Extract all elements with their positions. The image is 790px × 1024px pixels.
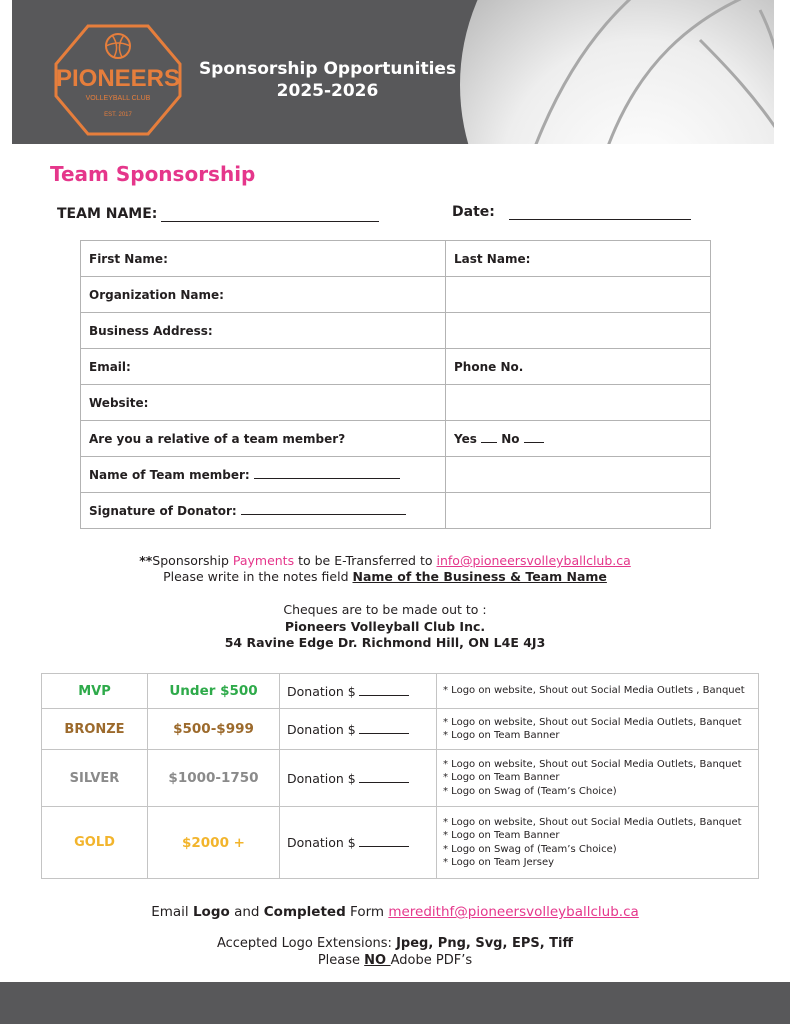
email-word-logo: Logo: [192, 904, 230, 920]
extensions-adobe: Adobe PDF’s: [390, 953, 473, 968]
tier-row: [42, 709, 759, 750]
header-title-line2: 2025-2026: [276, 81, 379, 101]
email-label: Email:: [89, 359, 131, 374]
team-name-field[interactable]: [57, 206, 379, 222]
cheques-line1: Cheques are to be made out to :: [283, 602, 487, 617]
benefit-item: * Logo on Team Jersey: [443, 857, 555, 868]
signature-line[interactable]: [241, 503, 406, 515]
no-label: No: [501, 432, 520, 446]
last-name-field[interactable]: [446, 241, 711, 277]
benefit-item: * Logo on Team Banner: [443, 730, 560, 741]
tier-row: [42, 674, 759, 709]
business-address-field[interactable]: [81, 313, 446, 349]
email-word-completed: Completed: [263, 904, 346, 920]
signature-label: Signature of Donator:: [89, 504, 237, 518]
relative-answer-field[interactable]: [446, 421, 711, 457]
payment-email-link[interactable]: info@pioneersvolleyballclub.ca: [436, 553, 631, 568]
footer-bar: [0, 982, 790, 1024]
donation-field[interactable]: [280, 807, 437, 879]
donation-field[interactable]: [280, 674, 437, 709]
yes-line[interactable]: [481, 431, 497, 443]
extensions-please: Please: [317, 953, 365, 968]
payment-payments: Payments: [232, 553, 295, 568]
header-title-line1: Sponsorship Opportunities: [198, 59, 457, 79]
payment-prefix: **: [139, 553, 153, 568]
organization-field[interactable]: [81, 277, 446, 313]
tier-row: [42, 807, 759, 879]
payment-instructions: [0, 553, 770, 585]
email-logo-instructions: [0, 904, 790, 920]
team-member-name-line[interactable]: [254, 467, 400, 479]
extensions-list: Jpeg, Png, Svg, EPS, Tiff: [396, 936, 574, 951]
benefit-item: * Logo on Swag of (Team’s Choice): [443, 785, 617, 797]
email-word5: Form: [345, 904, 389, 920]
date-label: Date:: [452, 204, 495, 220]
team-member-name-label: Name of Team member:: [89, 468, 250, 482]
donation-line[interactable]: [359, 772, 409, 783]
first-name-field[interactable]: [81, 241, 446, 277]
notes-prefix: Please write in the notes field: [163, 569, 353, 584]
no-line[interactable]: [524, 431, 544, 443]
tier-amount: $500-$999: [148, 709, 280, 750]
header-title: [190, 58, 465, 102]
benefit-item: * Logo on Swag of (Team’s Choice): [443, 843, 617, 855]
logo-established: EST. 2017: [104, 112, 132, 118]
donation-field[interactable]: [280, 750, 437, 807]
yes-label: Yes: [454, 432, 477, 446]
donation-label: Donation $: [287, 770, 356, 786]
logo-text: PIONEERS: [55, 65, 181, 92]
extensions-label: Accepted Logo Extensions:: [216, 936, 397, 951]
sponsor-info-form: [80, 240, 711, 529]
tier-benefits: [437, 750, 759, 807]
benefit-item: * Logo on website, Shout out Social Media Outlets, Banquet: [443, 816, 742, 828]
donation-line[interactable]: [359, 685, 409, 696]
tier-row: [42, 750, 759, 807]
website-field[interactable]: [81, 385, 446, 421]
donation-line[interactable]: [359, 836, 409, 847]
donation-label: Donation $: [287, 721, 356, 737]
team-member-name-field[interactable]: [81, 457, 446, 493]
date-field[interactable]: [452, 204, 691, 220]
organization-label: Organization Name:: [89, 287, 224, 302]
donation-label: Donation $: [287, 835, 356, 850]
tier-benefits: [437, 674, 759, 709]
signature-field[interactable]: [81, 493, 446, 529]
tier-amount: $2000 +: [148, 807, 280, 879]
benefit-item: * Logo on Team Banner: [443, 772, 560, 784]
tier-amount: $1000-1750: [148, 750, 280, 807]
payment-mid: to be E-Transferred to: [294, 553, 437, 568]
email-word1: Email: [151, 904, 193, 920]
email-field[interactable]: [81, 349, 446, 385]
tier-amount: Under $500: [148, 674, 280, 709]
cheques-payee: Pioneers Volleyball Club Inc.: [284, 618, 486, 634]
benefit-item: * Logo on website, Shout out Social Media Outlets, Banquet: [443, 716, 742, 728]
header-banner: [12, 0, 774, 144]
phone-field[interactable]: [446, 349, 711, 385]
tier-benefits: [437, 709, 759, 750]
team-name-line[interactable]: [161, 207, 379, 222]
logo-extensions: [0, 935, 790, 969]
business-address-label: Business Address:: [89, 323, 213, 338]
first-name-label: First Name:: [89, 251, 168, 266]
pioneers-logo: [54, 24, 182, 136]
signature-field-cont[interactable]: [446, 493, 711, 529]
benefit-item: * Logo on website, Shout out Social Media Outlets , Banquet: [443, 685, 745, 697]
tier-name: BRONZE: [42, 709, 148, 750]
tier-name: MVP: [42, 674, 148, 709]
relative-question-label: Are you a relative of a team member?: [89, 431, 346, 446]
donation-line[interactable]: [359, 723, 409, 734]
organization-field-cont[interactable]: [446, 277, 711, 313]
notes-bold: Name of the Business & Team Name: [352, 569, 607, 584]
tier-benefits: [437, 807, 759, 879]
website-label: Website:: [89, 395, 149, 410]
team-name-label: TEAM NAME:: [57, 206, 158, 222]
last-name-label: Last Name:: [454, 251, 531, 266]
logo-subtext: VOLLEYBALL CLUB: [85, 95, 151, 102]
date-line[interactable]: [509, 205, 691, 220]
donation-field[interactable]: [280, 709, 437, 750]
benefit-item: * Logo on website, Shout out Social Media Outlets, Banquet: [443, 758, 742, 770]
volleyball-seams: [460, 0, 774, 144]
team-member-name-field-cont[interactable]: [446, 457, 711, 493]
sponsorship-tiers-table: [41, 673, 759, 879]
cheques-address: 54 Ravine Edge Dr. Richmond Hill, ON L4E 4J3: [224, 635, 546, 650]
email-word3: and: [229, 904, 264, 920]
payment-sponsorship: Sponsorship: [152, 553, 233, 568]
tier-name: GOLD: [42, 807, 148, 879]
cheque-instructions: [0, 602, 770, 652]
tier-name: SILVER: [42, 750, 148, 807]
business-address-field-cont[interactable]: [446, 313, 711, 349]
benefit-item: * Logo on Team Banner: [443, 830, 560, 841]
phone-label: Phone No.: [454, 359, 524, 374]
section-title: Team Sponsorship: [50, 162, 256, 186]
relative-question: [81, 421, 446, 457]
extensions-no: NO: [364, 953, 391, 968]
donation-label: Donation $: [287, 683, 356, 699]
website-field-cont[interactable]: [446, 385, 711, 421]
logo-email-link[interactable]: meredithf@pioneersvolleyballclub.ca: [388, 904, 639, 920]
